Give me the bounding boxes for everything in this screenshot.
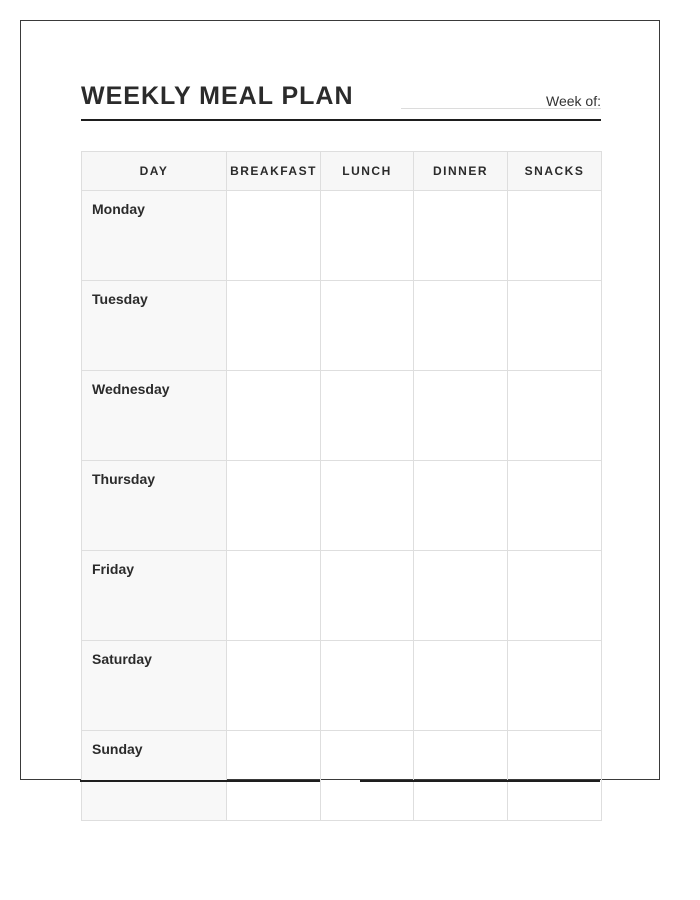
snacks-cell[interactable] xyxy=(508,371,602,461)
dinner-cell[interactable] xyxy=(414,731,508,821)
table-row xyxy=(82,641,602,731)
column-header-breakfast: BREAKFAST xyxy=(227,152,321,191)
column-header-day: DAY xyxy=(82,152,227,191)
breakfast-cell[interactable] xyxy=(227,191,321,281)
column-header-lunch: LUNCH xyxy=(321,152,414,191)
column-header-snacks: SNACKS xyxy=(508,152,602,191)
snacks-cell[interactable] xyxy=(508,461,602,551)
breakfast-cell[interactable] xyxy=(227,281,321,371)
day-label-thursday: Thursday xyxy=(82,461,227,551)
plan-header xyxy=(81,81,601,121)
snacks-cell[interactable] xyxy=(508,551,602,641)
breakfast-cell[interactable] xyxy=(227,461,321,551)
week-of-label: Week of: xyxy=(546,93,601,109)
breakfast-cell[interactable] xyxy=(227,731,321,821)
lunch-cell[interactable] xyxy=(321,371,414,461)
day-label-friday: Friday xyxy=(82,551,227,641)
dinner-cell[interactable] xyxy=(414,461,508,551)
page-title: WEEKLY MEAL PLAN xyxy=(81,82,354,110)
snacks-cell[interactable] xyxy=(508,731,602,821)
footer-line-right xyxy=(360,780,600,782)
breakfast-cell[interactable] xyxy=(227,371,321,461)
dinner-cell[interactable] xyxy=(414,371,508,461)
breakfast-cell[interactable] xyxy=(227,641,321,731)
header-divider xyxy=(81,119,601,121)
lunch-cell[interactable] xyxy=(321,191,414,281)
lunch-cell[interactable] xyxy=(321,461,414,551)
day-label-tuesday: Tuesday xyxy=(82,281,227,371)
breakfast-cell[interactable] xyxy=(227,551,321,641)
table-row xyxy=(82,461,602,551)
table-row xyxy=(82,551,602,641)
lunch-cell[interactable] xyxy=(321,281,414,371)
day-label-sunday: Sunday xyxy=(82,731,227,821)
lunch-cell[interactable] xyxy=(321,641,414,731)
table-row xyxy=(82,731,602,821)
day-label-wednesday: Wednesday xyxy=(82,371,227,461)
lunch-cell[interactable] xyxy=(321,551,414,641)
dinner-cell[interactable] xyxy=(414,641,508,731)
snacks-cell[interactable] xyxy=(508,641,602,731)
table-row xyxy=(82,371,602,461)
footer-line-left xyxy=(80,780,320,782)
dinner-cell[interactable] xyxy=(414,551,508,641)
table-row xyxy=(82,191,602,281)
day-label-saturday: Saturday xyxy=(82,641,227,731)
day-label-monday: Monday xyxy=(82,191,227,281)
dinner-cell[interactable] xyxy=(414,281,508,371)
snacks-cell[interactable] xyxy=(508,191,602,281)
snacks-cell[interactable] xyxy=(508,281,602,371)
column-header-dinner: DINNER xyxy=(414,152,508,191)
meal-plan-sheet xyxy=(20,20,660,780)
header-row xyxy=(82,152,602,191)
dinner-cell[interactable] xyxy=(414,191,508,281)
meal-plan-table xyxy=(81,151,602,821)
table-row xyxy=(82,281,602,371)
lunch-cell[interactable] xyxy=(321,731,414,821)
